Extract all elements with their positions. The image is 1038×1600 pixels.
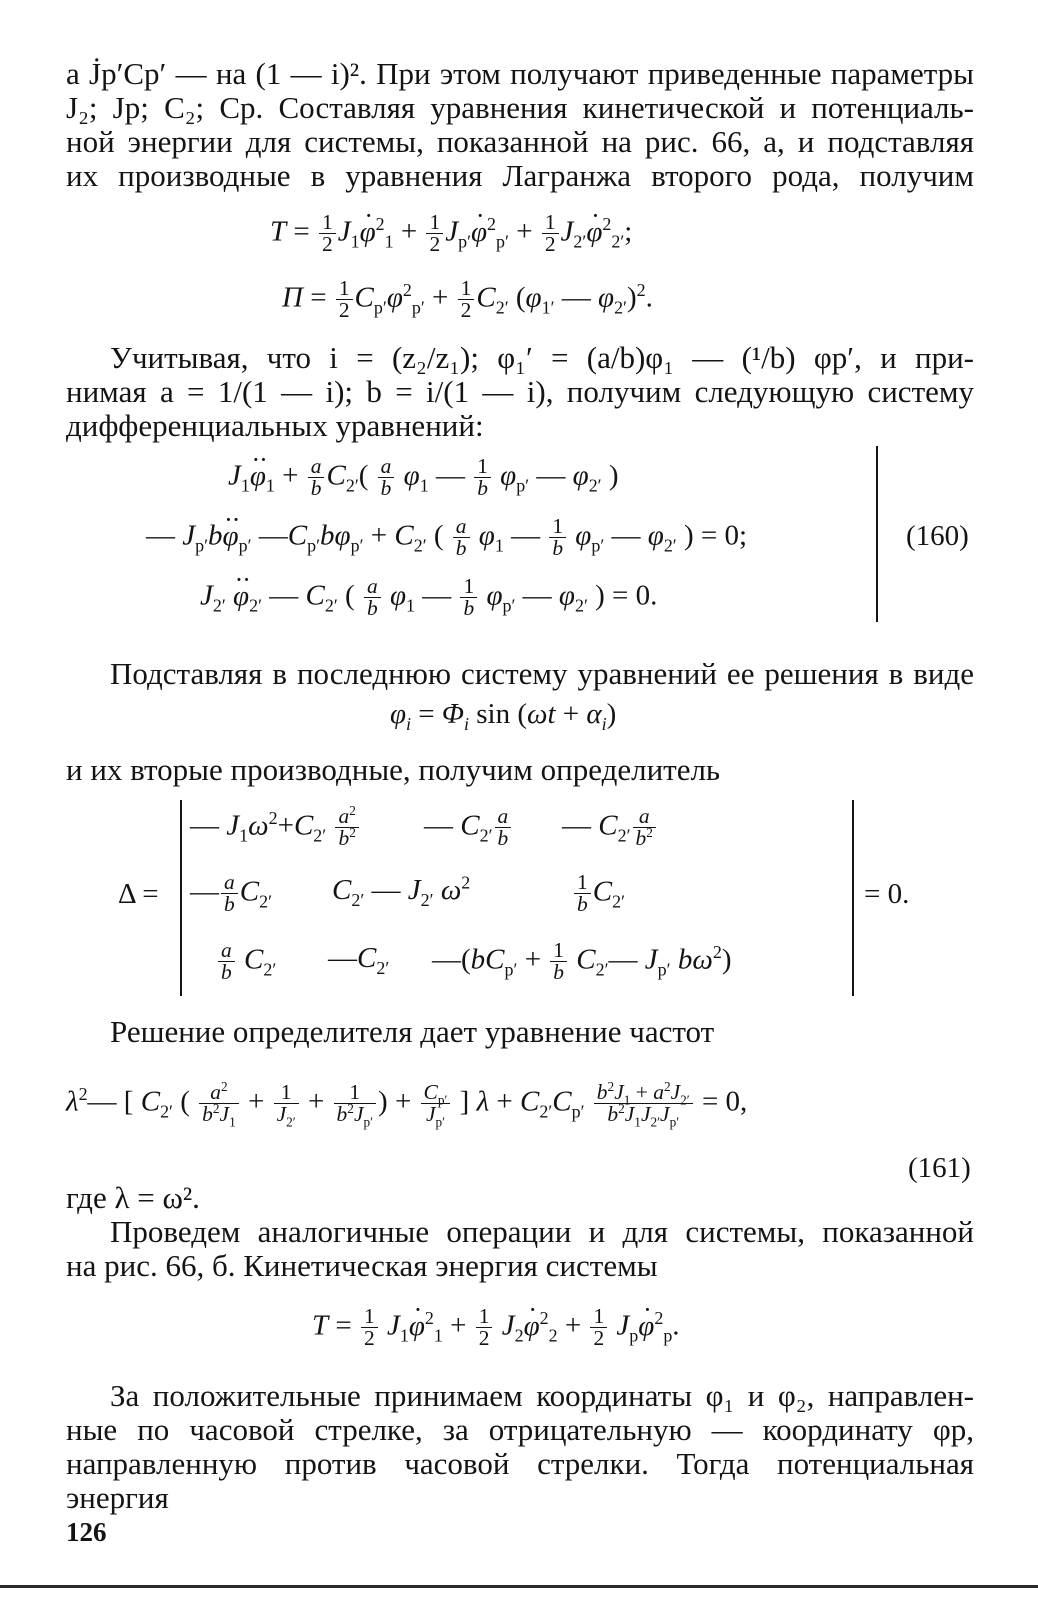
equation-system-160-row1: $J_1\cdot\cdot \varphi_1$ + $\frac{a}{b}$ $C_{2'}$( $\frac{a}{b}$ $\varphi_1$ — $\frac{1}{b}$ $\varphi_{p'}$ — $\varphi_{2'}$ ): [228, 456, 619, 500]
text-line: на рис. 66, б. Кинетическая энергия системы: [66, 1248, 658, 1283]
bottom-edge-line: [0, 1585, 1038, 1588]
text-line: а J̇p′Cp′ — на (1 — i)². При этом получают приведенные параметры: [66, 56, 974, 91]
determinant-row3-col2: $—C_{2'}$: [328, 942, 390, 978]
text-line: J₂; Jp; C₂; Cp. Составляя уравнения кинетической и потенциаль-: [66, 90, 974, 125]
equation-system-160-row2: — $J_{p'}b\cdot\cdot \varphi_{p'}$ $—C_{p'}b\varphi_{p'} + C_{2'}$ ( $\frac{a}{b}$ $\varphi_1$ — $\frac{1}{b}$ $\varphi_{p'}$ — $\varphi_{2'}$ ) = 0;: [146, 516, 747, 560]
determinant-delta-label: Δ =: [118, 878, 159, 910]
text-line: энергия: [66, 1480, 169, 1515]
text-line: ные по часовой стрелке, за отрицательную — координату φp,: [66, 1412, 974, 1447]
determinant-equals-zero: = 0.: [864, 878, 910, 910]
text-line: Решение определителя дает уравнение частот: [110, 1014, 715, 1049]
determinant-row1-col3: — $C_{2'}$ $\frac{a}{b^2}$: [562, 806, 658, 850]
text-line: направленную против часовой стрелки. Тогда потенциальная: [66, 1446, 974, 1481]
equation-number-161: (161): [908, 1152, 971, 1184]
system-brace: [872, 446, 878, 622]
text-line: Подставляя в последнюю систему уравнений ее решения в виде: [110, 656, 974, 691]
equation-kinetic-energy-b: T = $\frac{1}{2}$ $J_1\cdot \varphi^2_1$ + $\frac{1}{2}$ $J_2\cdot \varphi^2_2$ + $\frac{1}{2}$ $J_p\cdot \varphi^2_p$.: [312, 1306, 680, 1350]
text-line: Проведем аналогичные операции и для системы, показанной: [110, 1214, 974, 1249]
equation-frequency-161: $\lambda^2—$ [ $C_{2'}$ ( $\frac{a^2}{b^2J_1}$ + $\frac{1}{J_{2'}}$ + $\frac{1}{b^2J_{p'}}$ ) + $\frac{C_{p'}}{J_{p'}}$ ] $\lambda + C_{2'}C_{p'}$ $\frac{b^2J_1 + a^2J_{2'}}{b^2J_1J_{2'}J_{p'}}$ = 0,: [66, 1078, 748, 1130]
determinant-row2: — $\frac{a}{b}$ $C_{2'}$: [190, 870, 272, 917]
text-line: нимая a = 1/(1 — i); b = i/(1 — i), получим следующую систему: [66, 374, 974, 409]
determinant-row2-col2: $C_{2'}$ — $J_{2'}$ $\omega^2$: [332, 872, 471, 910]
determinant-row1-col2: — $C_{2'}$ $\frac{a}{b}$: [424, 806, 513, 850]
text-line: где λ = ω².: [66, 1180, 200, 1215]
determinant-left-bar: [180, 800, 182, 996]
text-line: За положительные принимаем координаты φ₁ и φ₂, направлен-: [110, 1378, 974, 1413]
equation-number-160: (160): [906, 520, 969, 552]
text-line: ной энергии для системы, показанной на рис. 66, а, и подставляя: [66, 124, 974, 159]
text-line: дифференциальных уравнений:: [66, 408, 484, 443]
equation-potential-energy-a: П = $\frac{1}{2}$ $C_{p'}\varphi^2_{p'}$ + $\frac{1}{2}$ $C_{2'}$ ($\varphi_{1'}$ — $\varphi_{2'})^2$.: [282, 276, 653, 323]
determinant-row3: $\frac{a}{b}$ $C_{2'}$: [216, 940, 276, 984]
determinant-row1: — $J_1\omega^2+C_{2'}$ $\frac{a^2}{b^2}$: [190, 806, 361, 850]
equation-solution-form: $\varphi_i = \Phi_i$ $\sin (\omega t + \alpha_i)$: [390, 698, 617, 734]
determinant-row2-col3: $\frac{1}{b}$ $C_{2'}$: [572, 872, 625, 916]
text-line: их производные в уравнения Лагранжа второго рода, получим: [66, 158, 974, 193]
equation-system-160-row3: $J_{2'} \cdot\cdot \varphi_{2'}$ — $C_{2'}$ ( $\frac{a}{b}$ $\varphi_1$ — $\frac{1}{b}$ $\varphi_{p'}$ — $\varphi_{2'}$ ) = 0.: [200, 576, 657, 620]
equation-kinetic-energy-a: T = $\frac{1}{2}$ $J_1\cdot \varphi^2_1$ + $\frac{1}{2}$ $J_{p'}\cdot \varphi^2_{p'}$ + $\frac{1}{2}$ $J_{2'}\cdot \varphi^2_{2'}$;: [270, 212, 632, 256]
text-line: Учитывая, что i = (z₂/z₁); φ₁′ = (a/b)φ₁ — (¹/b) φp′, и при-: [110, 340, 974, 375]
determinant-right-bar: [852, 800, 854, 996]
page-number: 126: [66, 1517, 107, 1547]
text-line: и их вторые производные, получим определитель: [66, 752, 721, 787]
determinant-row3-col3: $—(bC_{p'}$ + $\frac{1}{b}$ $C_{2'}—$ $J_{p'}$ $b\omega^2$): [432, 938, 732, 985]
